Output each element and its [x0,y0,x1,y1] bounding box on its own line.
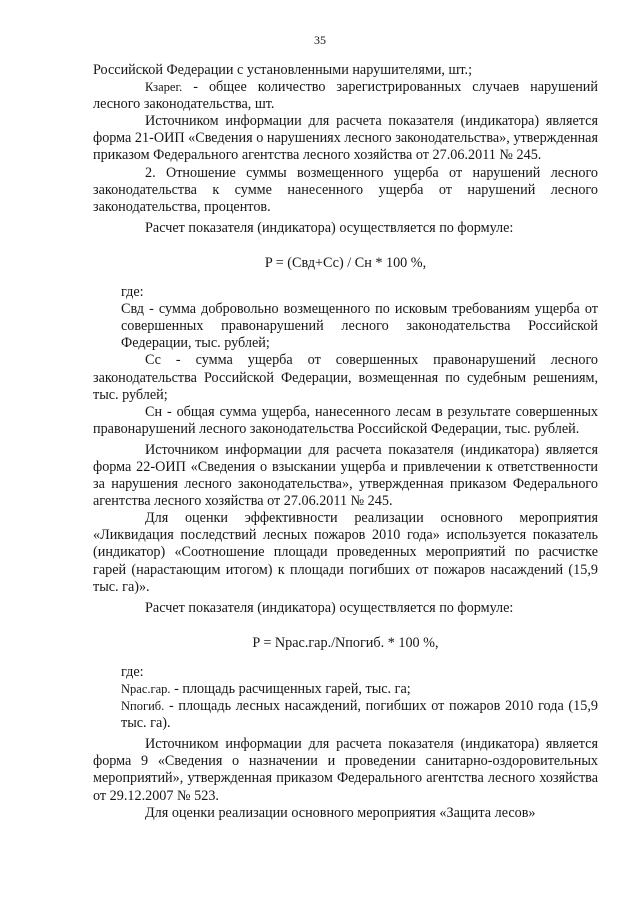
definition-sn-text: - общая сумма ущерба, нанесенного лесам в результате совершенных правонарушений лесного законодательства Российской Федерации, тыс. рублей. [93,403,598,437]
definition-kzareg-text: - общее количество зарегистрированных случаев нарушений лесного законодательства, шт. [93,79,598,113]
symbol-ss: Сс [145,352,161,369]
page-number: 35 [314,33,326,47]
definition-ss-text: - сумма ущерба от совершенных правонарушений лесного законодательства Российской Федерации, возмещенная по судебным решениям, тыс. рублей; [93,352,598,403]
formula-2: P = Nрас.гар./Nпогиб. * 100 %, [252,634,439,651]
definition-kzareg [93,79,598,113]
page-content [93,62,598,822]
where-label-2: где: [121,663,144,680]
definition-sn [93,404,598,438]
paragraph-formula-intro-2: Расчет показателя (индикатора) осуществляется по формуле: [145,599,514,616]
symbol-npogib: Nпогиб. [121,699,165,714]
paragraph-source-22oip: Источником информации для расчета показателя (индикатора) является форма 22-ОИП «Сведения о взыскании ущерба и привлечении к ответственности за нарушения лесного законодательства», утвержденная приказом Федерального агентства лесного хозяйства от 27.06.2011 № 245. [93,441,598,510]
paragraph-forest-protection: Для оценки реализации основного мероприятия «Защита лесов» [145,804,536,821]
where-label-1: где: [121,284,144,301]
definition-npogib-text: - площадь лесных насаждений, погибших от пожаров 2010 года (15,9 тыс. га). [121,698,598,732]
paragraph-formula-intro-1: Расчет показателя (индикатора) осуществляется по формуле: [145,219,514,236]
formula-1: P = (Свд+Сс) / Сн * 100 %, [264,254,427,271]
definition-ss [93,352,598,403]
symbol-kzareg: Кзарег. [145,80,183,95]
paragraph-fire-indicator: Для оценки эффективности реализации основного мероприятия «Ликвидация последствий лесных пожаров 2010 года» используется показатель (индикатор) «Соотношение площади проведенных мероприятий по расчистке гарей (нарастающим итогом) к площади погибших от пожаров насаждений (15,9 тыс. га)». [93,510,598,595]
definition-nrasgar [93,681,598,698]
definition-nrasgar-text: - площадь расчищенных гарей, тыс. га; [170,681,411,697]
paragraph-source-form9: Источником информации для расчета показателя (индикатора) является форма 9 «Сведения о назначении и проведении санитарно-оздоровительных мероприятий», утвержденная приказом Федерального агентства лесного хозяйства от 29.12.2007 № 523. [93,736,598,804]
definition-svd-text: - сумма добровольно возмещенного по исковым требованиям ущерба от совершенных правонарушений лесного законодательства Российской Федерации, тыс. рублей; [121,301,598,352]
definition-svd [93,301,598,352]
paragraph-indicator-2: 2. Отношение суммы возмещенного ущерба от нарушений лесного законодательства к сумме нанесенного ущерба от нарушений лесного законодательства, процентов. [93,164,598,215]
paragraph-1: Российской Федерации с установленными нарушителями, шт.; [93,62,473,78]
paragraph-source-21oip: Источником информации для расчета показателя (индикатора) является форма 21-ОИП «Сведения о нарушениях лесного законодательства», утвержденная приказом Федерального агентства лесного хозяйства от 27.06.2011 № 245. [93,113,598,164]
symbol-nrasgar: Nрас.гар. [121,682,171,696]
symbol-sn: Сн [145,403,163,420]
definition-npogib [93,698,598,732]
symbol-svd: Свд [121,301,145,318]
